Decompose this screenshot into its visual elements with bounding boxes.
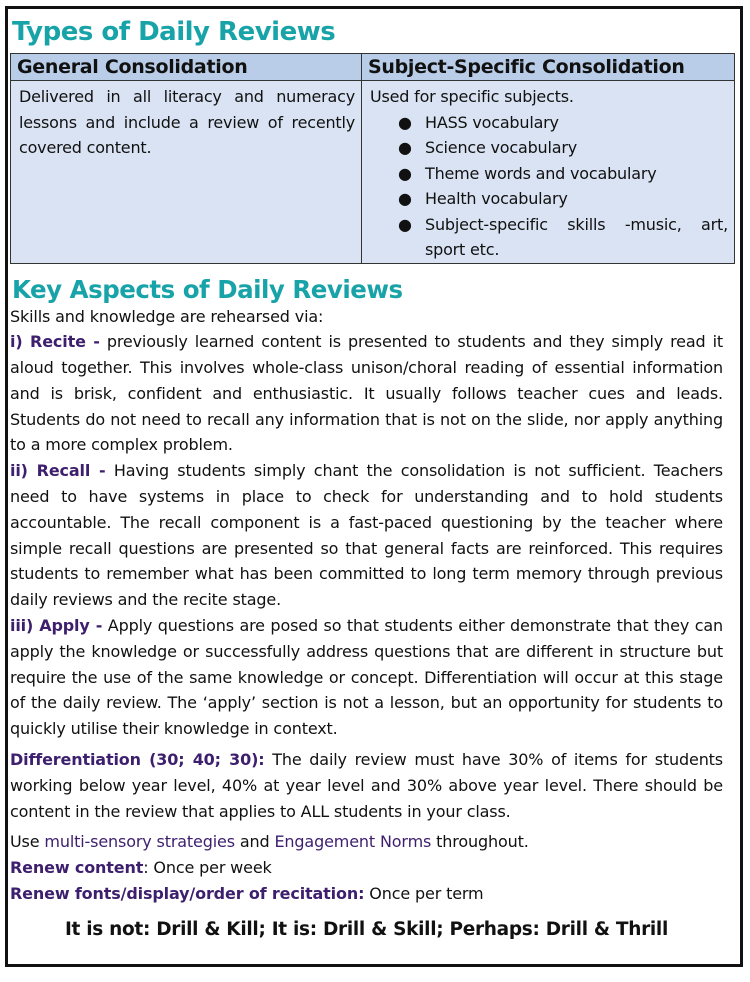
renew-content-label: Renew content — [10, 858, 144, 878]
closing-statement: It is not: Drill & Kill; It is: Drill & Skill; Perhaps: Drill & Thrill — [64, 918, 669, 940]
col-header-subject: Subject-Specific Consolidation — [362, 54, 735, 81]
bullet-icon: ● — [398, 163, 412, 183]
recall-text: Having students simply chant the consolidation is not sufficient. Teachers need to have systems in place to check for understanding and to hold students accountable. The recall component is a fast-paced questioning by the teacher where simple recall questions are presented so that general facts are reinforced. This requires students to remember what has been committed to long term memory through previous daily reviews and the recite stage. — [10, 461, 723, 610]
aspects-intro: Skills and knowledge are rehearsed via: — [10, 306, 324, 326]
differentiation-text: The daily review must have 30% of items for students working below year level, 40% at year level and 30% above year level. There should be content in the review that applies to ALL students in your class. — [10, 750, 723, 821]
apply-text: Apply questions are posed so that students either demonstrate that they can apply the knowledge or successfully address questions that are different in structure but require the use of the same knowledge or concept. Differentiation will occur at this stage of the daily review. The ‘apply’ section is not a lesson, but an opportunity for students to quickly utilise their knowledge in context. — [10, 616, 724, 739]
subject-intro: Used for specific subjects. — [370, 87, 574, 106]
bullet-icon: ● — [398, 189, 412, 208]
recite-text: previously learned content is presented to students and they simply read it aloud together. This involves whole-class unison/choral reading of essential information and is brisk, confident and enthusiastic. It usually follows teacher cues and leads. Students do not need to recall any information that is not on the slide, nor apply anything to a more complex problem. — [10, 332, 724, 455]
strategies-line: Use multi-sensory strategies and Engagement Norms throughout. — [10, 832, 529, 852]
col-header-general: General Consolidation — [11, 54, 362, 81]
bullet-icon: ● — [398, 138, 412, 157]
list-item: ● HASS vocabulary — [398, 110, 728, 136]
consolidation-table — [10, 53, 735, 264]
differentiation-label: Differentiation (30; 40; 30): — [10, 750, 265, 770]
engagement-norms-link: Engagement Norms — [274, 832, 432, 852]
table-row — [11, 81, 735, 264]
subject-cell — [362, 81, 735, 264]
recite-label: i) Recite - — [10, 332, 100, 352]
renew-content-line: Renew content: Once per week — [10, 858, 272, 878]
recall-paragraph — [10, 458, 723, 613]
types-heading: Types of Daily Reviews — [12, 17, 336, 47]
renew-fonts-line: Renew fonts/display/order of recitation: Once per term — [10, 884, 484, 904]
aspects-heading: Key Aspects of Daily Reviews — [12, 274, 403, 304]
differentiation-paragraph — [10, 747, 723, 824]
apply-paragraph — [10, 613, 723, 742]
subject-list — [370, 110, 728, 263]
document-body — [10, 14, 728, 940]
list-item: ● Theme words and vocabulary — [398, 161, 728, 187]
bullet-icon: ● — [398, 214, 412, 234]
list-item: ● Health vocabulary — [398, 186, 728, 212]
list-item: ● Science vocabulary — [398, 135, 728, 161]
multisensory-link: multi-sensory strategies — [44, 832, 235, 852]
list-item: ● Subject-specific skills -music, art, sport etc. — [398, 212, 728, 263]
bullet-icon: ● — [398, 112, 412, 132]
recite-paragraph — [10, 329, 723, 458]
recall-label: ii) Recall - — [10, 461, 106, 481]
renew-fonts-label: Renew fonts/display/order of recitation: — [10, 884, 365, 904]
table-header-row — [11, 54, 735, 81]
general-cell: Delivered in all literacy and numeracy lessons and include a review of recently covered content. — [11, 81, 362, 264]
apply-label: iii) Apply - — [10, 616, 103, 636]
